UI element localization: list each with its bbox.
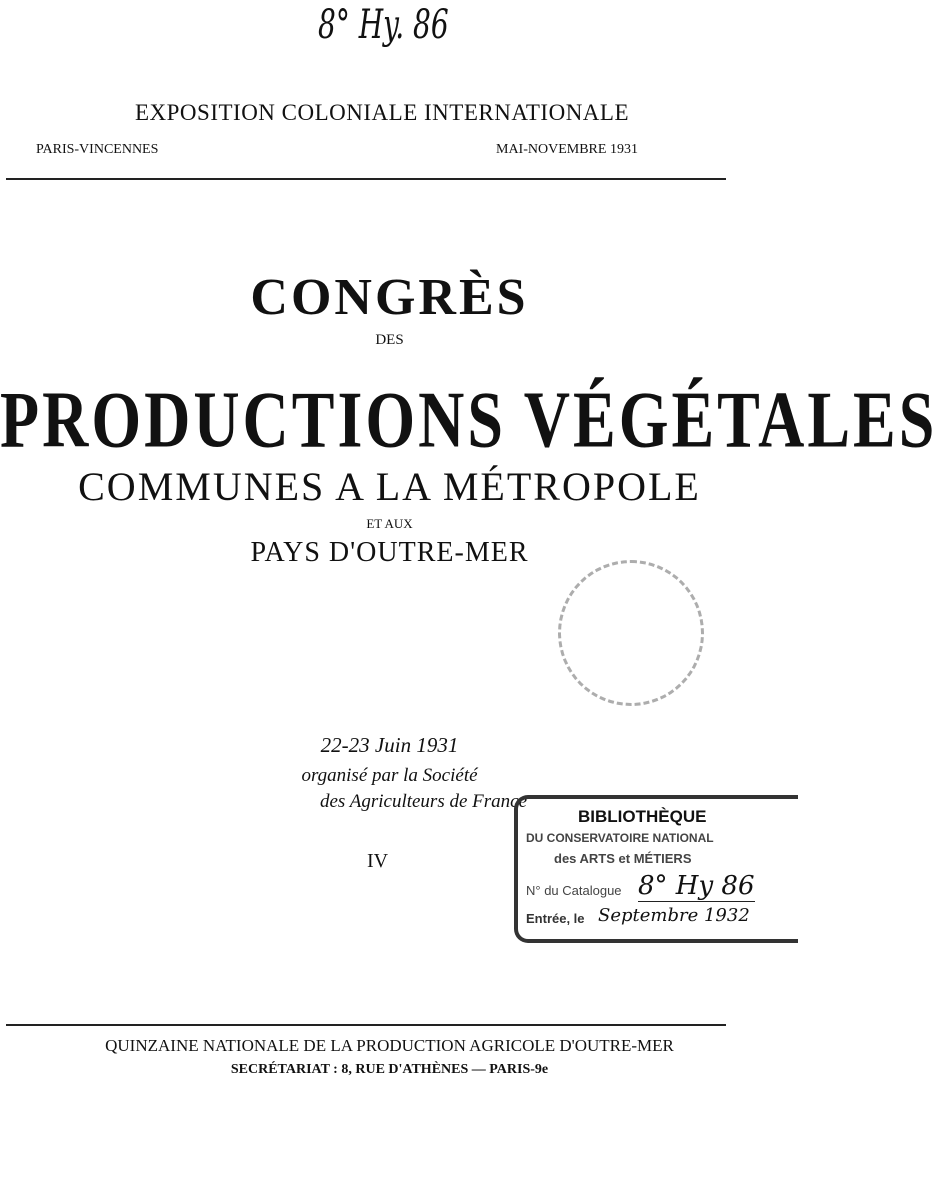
exposition-title: EXPOSITION COLONIALE INTERNATIONALE <box>134 100 630 125</box>
bottom-rule <box>6 1024 726 1026</box>
title-pays: PAYS D'OUTRE-MER <box>250 537 529 568</box>
stamp-line-1: BIBLIOTHÈQUE <box>578 807 707 826</box>
stamp-line-3: des ARTS et MÉTIERS <box>554 851 692 866</box>
exposition-location: PARIS-VINCENNES <box>36 142 159 157</box>
top-rule <box>6 178 726 180</box>
organizer-line-2: des Agriculteurs de France <box>320 791 528 812</box>
title-des: DES <box>375 332 404 348</box>
stamp-catalogue-value: 8° Hy 86 <box>638 871 755 901</box>
stamp-entry-value: Septembre 1932 <box>598 905 750 926</box>
footer-line-1: QUINZAINE NATIONALE DE LA PRODUCTION AGRICOLE D'OUTRE-MER <box>105 1036 674 1055</box>
title-productions: PRODUCTIONS VÉGÉTALES <box>0 375 937 464</box>
organizer-line-1: organisé par la Société <box>301 765 478 786</box>
title-congres: CONGRÈS <box>250 269 529 326</box>
title-communes: COMMUNES A LA MÉTROPOLE <box>78 464 701 509</box>
handwritten-shelfmark: 8° Hy. 86 <box>318 2 449 48</box>
stamp-line-2: DU CONSERVATOIRE NATIONAL <box>526 831 714 845</box>
congress-date: 22-23 Juin 1931 <box>320 733 459 757</box>
volume-number: IV <box>367 850 389 872</box>
footer-line-2: SECRÉTARIAT : 8, RUE D'ATHÈNES — PARIS-9e <box>230 1062 549 1077</box>
title-et-aux: ET AUX <box>366 516 413 531</box>
stamp-catalogue-label: N° du Catalogue <box>526 883 622 898</box>
exposition-dates: MAI-NOVEMBRE 1931 <box>496 142 638 157</box>
library-stamp <box>514 795 798 943</box>
stamp-entry-label: Entrée, le <box>526 911 585 926</box>
round-library-stamp <box>558 560 704 706</box>
